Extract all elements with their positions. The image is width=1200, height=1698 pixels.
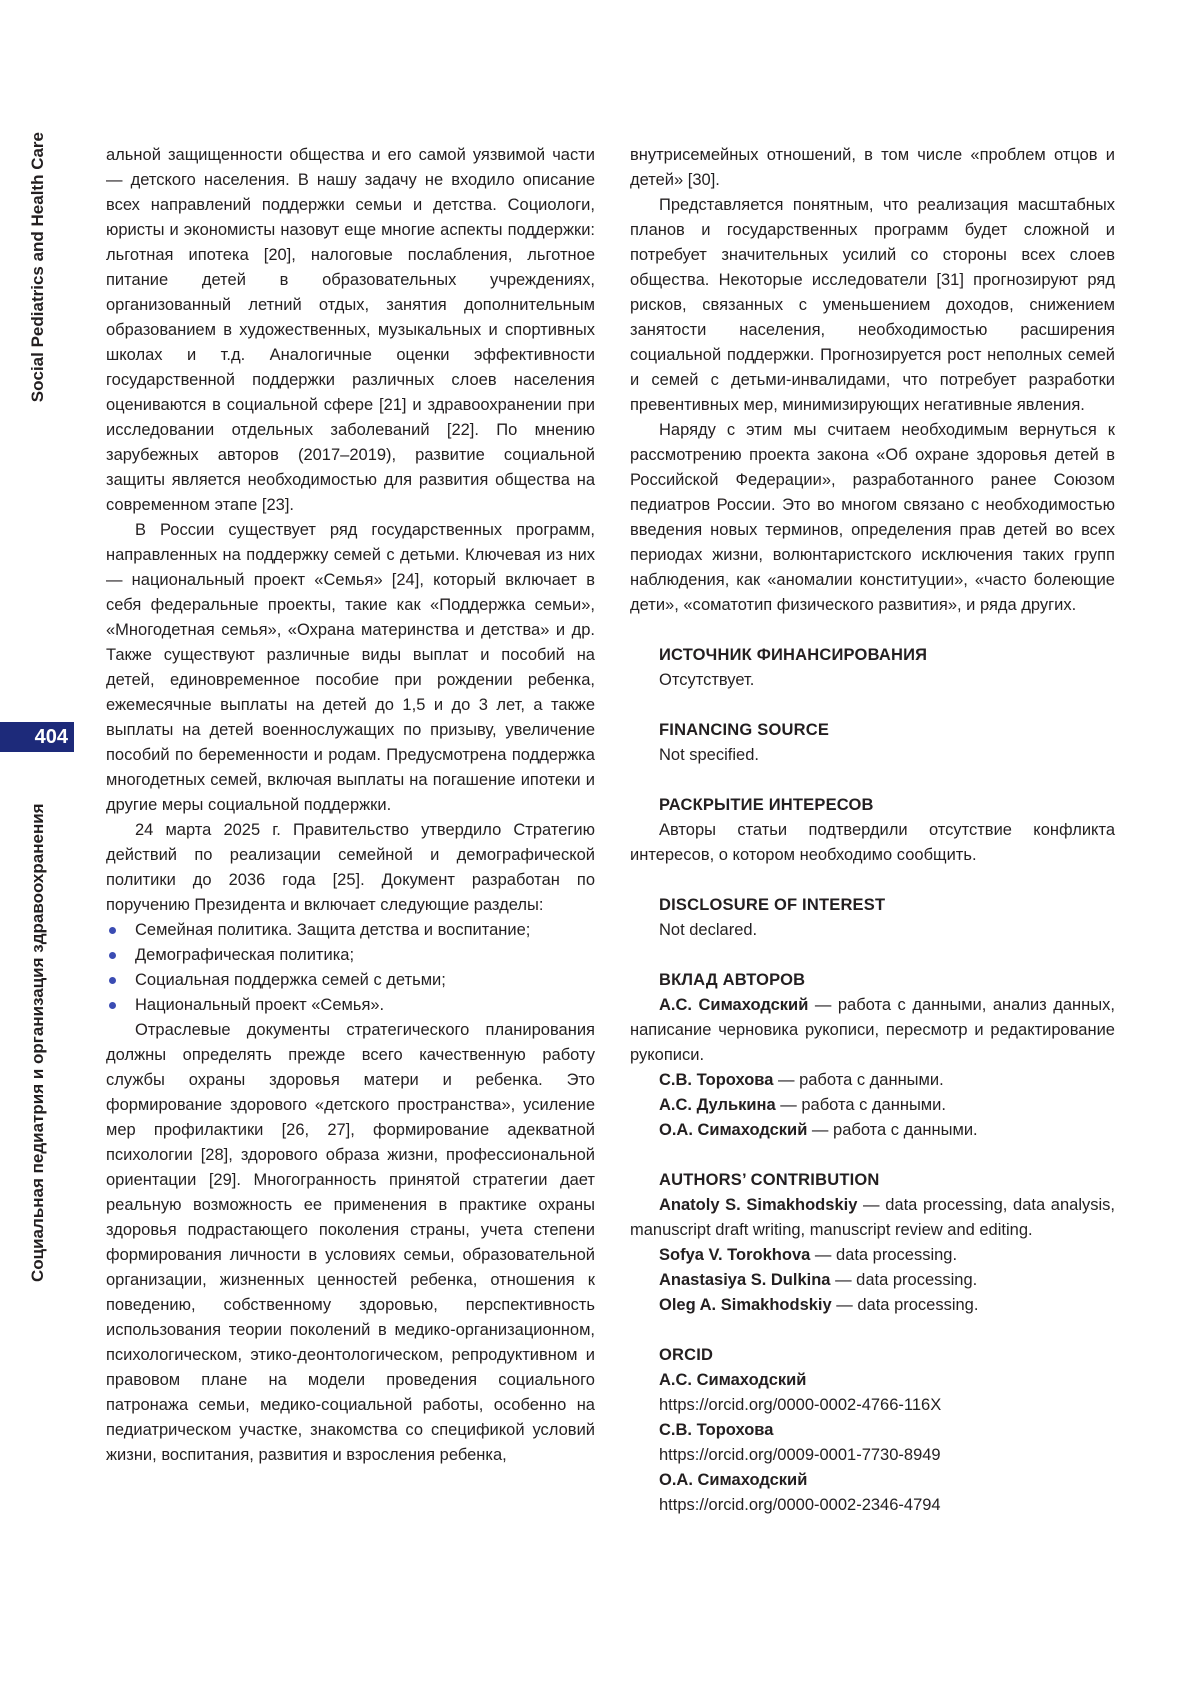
paragraph: В России существует ряд государственных программ, направленных на поддержку семей с детьми. Ключевая из них — национальный проект «Семья» [24], который включает в себя федеральные проекты, такие как «Поддержка семьи», «Многодетная семья», «Охрана материнства и детства» и др. Также существуют различные виды выплат и пособий на детей, единовременное пособие при рождении ребенка, ежемесячные выплаты на детей до 1,5 и до 3 лет, а также выплаты на детей военнослужащих по призыву, увеличение пособий по беременности и родам. Предусмотрена поддержка многодетных семей, включая выплаты на погашение ипотеки и другие меры социальной поддержки. <box>106 521 595 814</box>
list-item-text: Социальная поддержка семей с детьми; <box>135 971 446 989</box>
section-text: Not specified. <box>659 746 759 764</box>
paragraph: 24 марта 2025 г. Правительство утвердило Стратегию действий по реализации семейной и демографической политики до 2036 года [25]. Документ разработан по поручению Президента и включает следующие разделы: <box>106 821 595 914</box>
author-name: С.В. Торохова <box>659 1421 774 1439</box>
list-item-text: Национальный проект «Семья». <box>135 996 385 1014</box>
contributor-entry <box>630 1268 1115 1293</box>
section-heading: AUTHORS’ CONTRIBUTION <box>659 1171 880 1189</box>
author-name: А.С. Дулькина <box>659 1096 776 1114</box>
bullet-icon <box>109 952 116 959</box>
section-heading: DISCLOSURE OF INTEREST <box>659 896 886 914</box>
list-item <box>106 993 595 1018</box>
contribution-text: — data processing. <box>830 1271 978 1289</box>
author-name: А.С. Симаходский <box>659 1371 807 1389</box>
section-heading: ВКЛАД АВТОРОВ <box>659 971 806 989</box>
author-name: А.С. Симаходский <box>659 996 809 1014</box>
contributor-entry <box>630 1093 1115 1118</box>
journal-title-en: Social Pediatrics and Health Care <box>28 132 47 403</box>
orcid-name <box>630 1468 1115 1493</box>
contributor-entry <box>630 1193 1115 1243</box>
orcid-section <box>630 1343 1115 1518</box>
section-heading: РАСКРЫТИЕ ИНТЕРЕСОВ <box>659 796 874 814</box>
contribution-text: — data processing. <box>831 1296 979 1314</box>
bullet-icon <box>109 977 116 984</box>
section-text: Отсутствует. <box>659 671 755 689</box>
orcid-link[interactable]: https://orcid.org/0000-0002-2346-4794 <box>659 1496 941 1514</box>
contribution-text: — работа с данными. <box>775 1096 946 1114</box>
author-name: С.В. Торохова <box>659 1071 774 1089</box>
contributor-entry <box>630 993 1115 1068</box>
list-item <box>106 918 595 943</box>
list-item-text: Демографическая политика; <box>135 946 355 964</box>
section-text: Авторы статьи подтвердили отсутствие конфликта интересов, о котором необходимо сообщить. <box>630 821 1115 864</box>
contributor-entry <box>630 1293 1115 1318</box>
author-name: Anastasiya S. Dulkina <box>659 1271 831 1289</box>
section-heading: ORCID <box>659 1346 714 1364</box>
interest-en-section <box>630 893 1115 943</box>
bullet-icon <box>109 927 116 934</box>
orcid-link[interactable]: https://orcid.org/0000-0002-4766-116X <box>659 1396 942 1414</box>
interest-ru-section <box>630 793 1115 868</box>
bullet-icon <box>109 1002 116 1009</box>
list-item <box>106 968 595 993</box>
author-name: О.А. Симаходский <box>659 1121 808 1139</box>
contribution-text: — data processing, data analysis, manuscript draft writing, manuscript review and editing. <box>630 1196 1115 1239</box>
contributor-entry <box>630 1118 1115 1143</box>
orcid-link[interactable]: https://orcid.org/0009-0001-7730-8949 <box>659 1446 941 1464</box>
orcid-name <box>630 1368 1115 1393</box>
paragraph: внутрисемейных отношений, в том числе «проблем отцов и детей» [30]. <box>630 146 1115 189</box>
paragraph: альной защищенности общества и его самой уязвимой части — детского населения. В нашу задачу не входило описание всех направлений поддержки семьи и детства. Социологи, юристы и экономисты назовут еще многие аспекты поддержки: льготная ипотека [20], налоговые послабления, льготное питание детей в образовательных учреждениях, организованный летний отдых, занятия дополнительным образованием в художественных, музыкальных и спортивных школах и т.д. Аналогичные оценки эффективности государственной поддержки различных слоев населения оцениваются в социальной сфере [21] и здравоохранении при исследовании отдельных заболеваний [22]. По мнению зарубежных авторов (2017–2019), развитие социальной защиты является необходимостью для развития общества на современном этапе [23]. <box>106 146 595 514</box>
author-name: Oleg A. Simakhodskiy <box>659 1296 832 1314</box>
journal-title-ru: Социальная педиатрия и организация здравоохранения <box>28 803 47 1282</box>
list-item-text: Семейная политика. Защита детства и воспитание; <box>135 921 531 939</box>
orcid-name <box>630 1418 1115 1443</box>
contrib-en-section <box>630 1168 1115 1318</box>
paragraph: Наряду с этим мы считаем необходимым вернуться к рассмотрению проекта закона «Об охране здоровья детей в Российской Федерации», разработанного ранее Союзом педиатров России. Это во многом связано с необходимостью введения новых терминов, определения прав детей во всех периодах жизни, волюнтаристского исключения таких групп наблюдения, как «аномалии конституции», «часто болеющие дети», «соматотип физического развития», и ряда других. <box>630 421 1115 614</box>
author-name: Sofya V. Torokhova <box>659 1246 811 1264</box>
section-heading: FINANCING SOURCE <box>659 721 830 739</box>
page-number: 404 <box>0 722 74 752</box>
funding-ru-section <box>630 643 1115 693</box>
paragraph: Представляется понятным, что реализация масштабных планов и государственных программ будет сложной и потребует значительных усилий со стороны всех слоев общества. Некоторые исследователи [31] прогнозируют ряд рисков, связанных с уменьшением доходов, снижением занятости населения, необходимостью расширения социальной поддержки. Прогнозируется рост неполных семей и семей с детьми-инвалидами, что потребует разработки превентивных мер, минимизирующих негативные явления. <box>630 196 1115 414</box>
left-column <box>106 143 595 1468</box>
contribution-text: — работа с данными, анализ данных, написание черновика рукописи, пересмотр и редактирование рукописи. <box>630 996 1115 1064</box>
contribution-text: — работа с данными. <box>807 1121 978 1139</box>
funding-en-section <box>630 718 1115 768</box>
section-heading: ИСТОЧНИК ФИНАНСИРОВАНИЯ <box>659 646 928 664</box>
contributor-entry <box>630 1243 1115 1268</box>
contribution-text: — data processing. <box>810 1246 958 1264</box>
sections-list <box>106 918 595 1018</box>
contrib-ru-section <box>630 968 1115 1143</box>
paragraph: Отраслевые документы стратегического планирования должны определять прежде всего качественную работу службы охраны здоровья матери и ребенка. Это формирование здорового «детского пространства», усиление мер профилактики [26, 27], формирование адекватной психологии [28], здорового образа жизни, профессиональной ориентации [29]. Многогранность принятой стратегии дает реальную возможность ее применения в практике охраны здоровья подрастающего поколения страны, учета степени формирования личности в условиях семьи, образовательной организации, жизненных ценностей ребенка, отношения к поведению, собственному здоровью, перспективность использования теории поколений в медико-организационном, психологическом, этико-деонтологическом, репродуктивном и правовом плане на модели проведения социального патронажа семьи, медико-социальной работы, особенно на педиатрическом участке, знакомства со спецификой условий жизни, воспитания, развития и взросления ребенка, <box>106 1021 595 1464</box>
contributor-entry <box>630 1068 1115 1093</box>
section-text: Not declared. <box>659 921 758 939</box>
author-name: Anatoly S. Simakhodskiy <box>659 1196 858 1214</box>
right-column <box>630 143 1115 1518</box>
contribution-text: — работа с данными. <box>773 1071 944 1089</box>
list-item <box>106 943 595 968</box>
author-name: О.А. Симаходский <box>659 1471 808 1489</box>
